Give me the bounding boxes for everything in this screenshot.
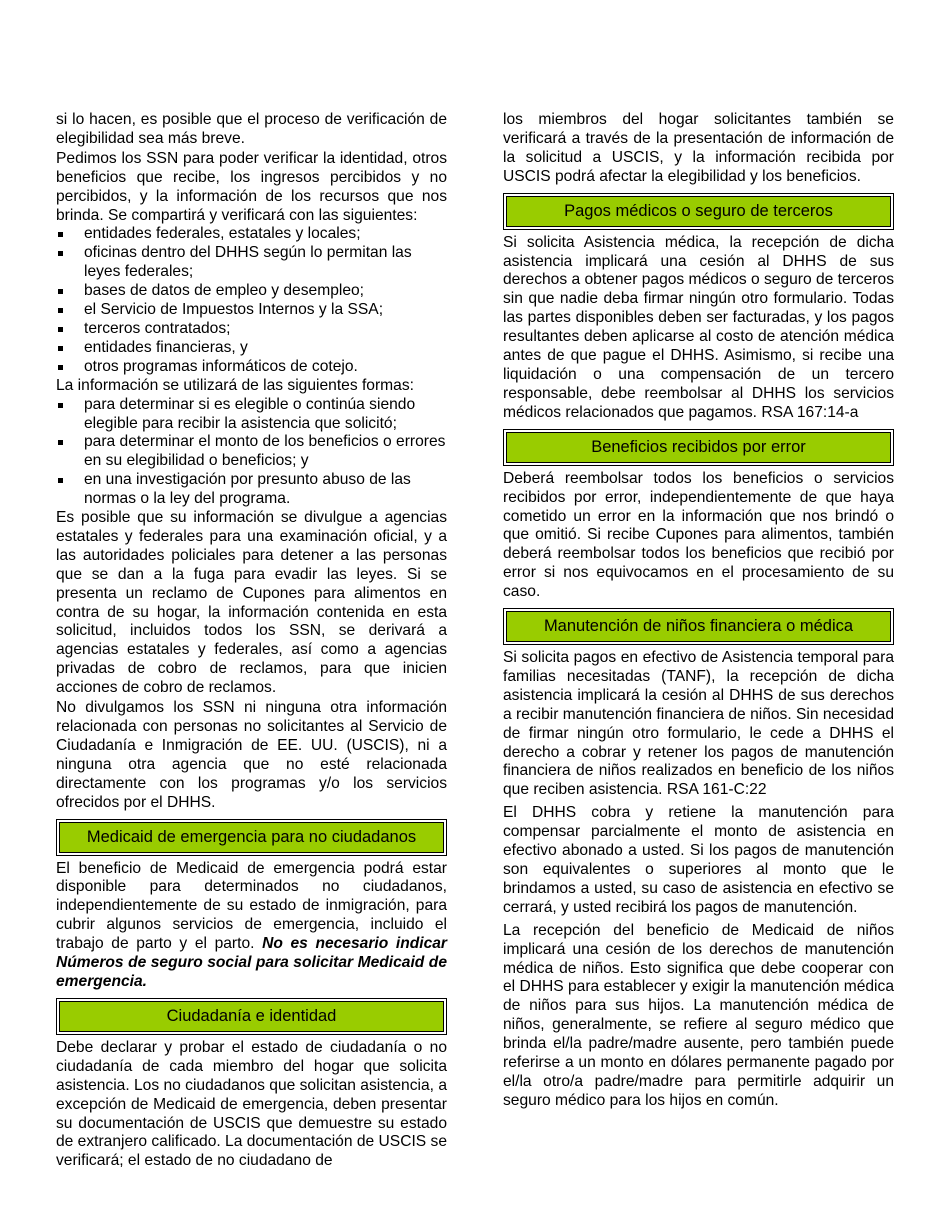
list-item: entidades federales, estatales y locales; <box>56 225 447 244</box>
section-header-child-support <box>503 608 894 645</box>
paragraph <box>56 860 447 992</box>
list-item: otros programas informáticos de cotejo. <box>56 358 447 377</box>
paragraph: No divulgamos los SSN ni ninguna otra información relacionada con personas no solicitantes al Servicio de Ciudadanía e Inmigración de EE. UU. (USCIS), ni a ninguna otra agencia que no esté relacionada directamente con los programas y/o los servicios ofrecidos por el DHHS. <box>56 699 447 811</box>
right-column <box>503 111 894 1111</box>
section-header-label: Pagos médicos o seguro de terceros <box>506 196 891 227</box>
section-header-label: Ciudadanía e identidad <box>59 1001 444 1032</box>
paragraph: La información se utilizará de las siguientes formas: <box>56 376 414 394</box>
section-header-label: Medicaid de emergencia para no ciudadanos <box>59 822 444 853</box>
paragraph: Si solicita Asistencia médica, la recepción de dicha asistencia implicará una cesión al DHHS de sus derechos a obtener pagos médicos o seguro de terceros sin que nadie deba firmar ningún otro formulario. Todas las partes disponibles deben ser facturadas, y los pagos resultantes deben aplicarse al costo de atención médica antes de que pague el DHHS. Asimismo, si recibe una liquidación o una compensación de un tercero responsable, debe reembolsar al DHHS los servicios médicos relacionados que pagamos. RSA 167:14-a <box>503 233 894 421</box>
emphasis-text: No es necesario indicar Números de seguro social para solicitar Medicaid de emergencia. <box>56 935 447 990</box>
paragraph: Debe declarar y probar el estado de ciudadanía o no ciudadanía de cada miembro del hogar que solicita asistencia. Los no ciudadanos que solicitan asistencia, a excepción de Medicaid de emergencia, deben presentar su documentación de USCIS que demuestre su estado de extranjero calificado. La documentación de USCIS se verificará; el estado de no ciudadano de <box>56 1038 447 1170</box>
section-header-label: Beneficios recibidos por error <box>506 432 891 463</box>
list-item: terceros contratados; <box>56 320 447 339</box>
section-header-citizenship <box>56 998 447 1035</box>
list-item: el Servicio de Impuestos Internos y la SSA; <box>56 301 447 320</box>
paragraph-text: El beneficio de Medicaid de emergencia podrá estar disponible para determinados no ciudadanos, independientemente de su estado de inmigración, para cubrir algunos servicios de emergencia, incluido el trabajo de parto y el parto. <box>56 859 447 953</box>
paragraph: Pedimos los SSN para poder verificar la identidad, otros beneficios que recibe, los ingresos percibidos y no percibidos, y la información de los recursos que nos brinda. Se compartirá y verificará con las siguientes: <box>56 149 447 224</box>
section-header-error-benefits <box>503 429 894 466</box>
section-header-emergency-medicaid <box>56 819 447 856</box>
verification-list <box>56 225 447 376</box>
paragraph: los miembros del hogar solicitantes también se verificará a través de la presentación de información de la solicitud a USCIS, y la información recibida por USCIS podrá afectar la elegibilidad y los beneficios. <box>503 111 894 185</box>
usage-list <box>56 396 447 509</box>
section-header-third-party <box>503 193 894 230</box>
paragraph: El DHHS cobra y retiene la manutención para compensar parcialmente el monto de asistencia en efectivo abonado a usted. Si los pagos de manutención son equivalentes o superiores al monto que le brindamos a usted, su caso de asistencia en efectivo se cerrará, y usted recibirá los pagos de manutención. <box>503 804 894 916</box>
list-item: para determinar el monto de los beneficios o errores en su elegibilidad o beneficios; y <box>56 433 447 471</box>
paragraph: Es posible que su información se divulgue a agencias estatales y federales para una examinación oficial, y a las autoridades policiales para detener a las personas que se dan a la fuga para evadir las leyes. Si se presenta un reclamo de Cupones para alimentos en contra de su hogar, la información contenida en esta solicitud, incluidos todos los SSN, se derivará a agencias estatales y federales, así como a agencias privadas de cobro de reclamos, para que inicien acciones de cobro de reclamos. <box>56 509 447 697</box>
list-item: entidades financieras, y <box>56 339 447 358</box>
list-item: en una investigación por presunto abuso de las normas o la ley del programa. <box>56 471 447 509</box>
left-column <box>56 111 447 1171</box>
list-item: oficinas dentro del DHHS según lo permitan las leyes federales; <box>56 244 447 282</box>
paragraph: Deberá reembolsar todos los beneficios o servicios recibidos por error, independientemente de que haya cometido un error en la información que nos brindó o que omitió. Si recibe Cupones para alimentos, también deberá reembolsar todos los beneficios que recibió por error si nos equivocamos en el procesamiento de su caso. <box>503 469 894 601</box>
paragraph: si lo hacen, es posible que el proceso de verificación de elegibilidad sea más breve. <box>56 111 447 147</box>
list-item: bases de datos de empleo y desempleo; <box>56 282 447 301</box>
paragraph: Si solicita pagos en efectivo de Asistencia temporal para familias necesitadas (TANF), la recepción de dicha asistencia implicará la cesión al DHHS de sus derechos a recibir manutención financiera de niños. Sin necesidad de firmar ningún otro formulario, le cede a DHHS el derecho a cobrar y retener los pagos de manutención financiera de niños realizados en beneficio de los niños que reciben asistencia. RSA 161-C:22 <box>503 649 894 799</box>
section-header-label: Manutención de niños financiera o médica <box>506 611 891 642</box>
paragraph: La recepción del beneficio de Medicaid de niños implicará una cesión de los derechos de manutención médica de niños. Esto significa que debe cooperar con el DHHS para establecer y exigir la manutención médica de niños para sus hijos. La manutención médica de niños, generalmente, se refiere al seguro médico que brinda el/la padre/madre ausente, pero también puede referirse a un monto en dólares permanente pagado por el/la otro/a padre/madre para permitirle adquirir un seguro médico para los hijos en común. <box>503 921 894 1109</box>
list-item: para determinar si es elegible o continúa siendo elegible para recibir la asistencia que solicitó; <box>56 396 447 434</box>
